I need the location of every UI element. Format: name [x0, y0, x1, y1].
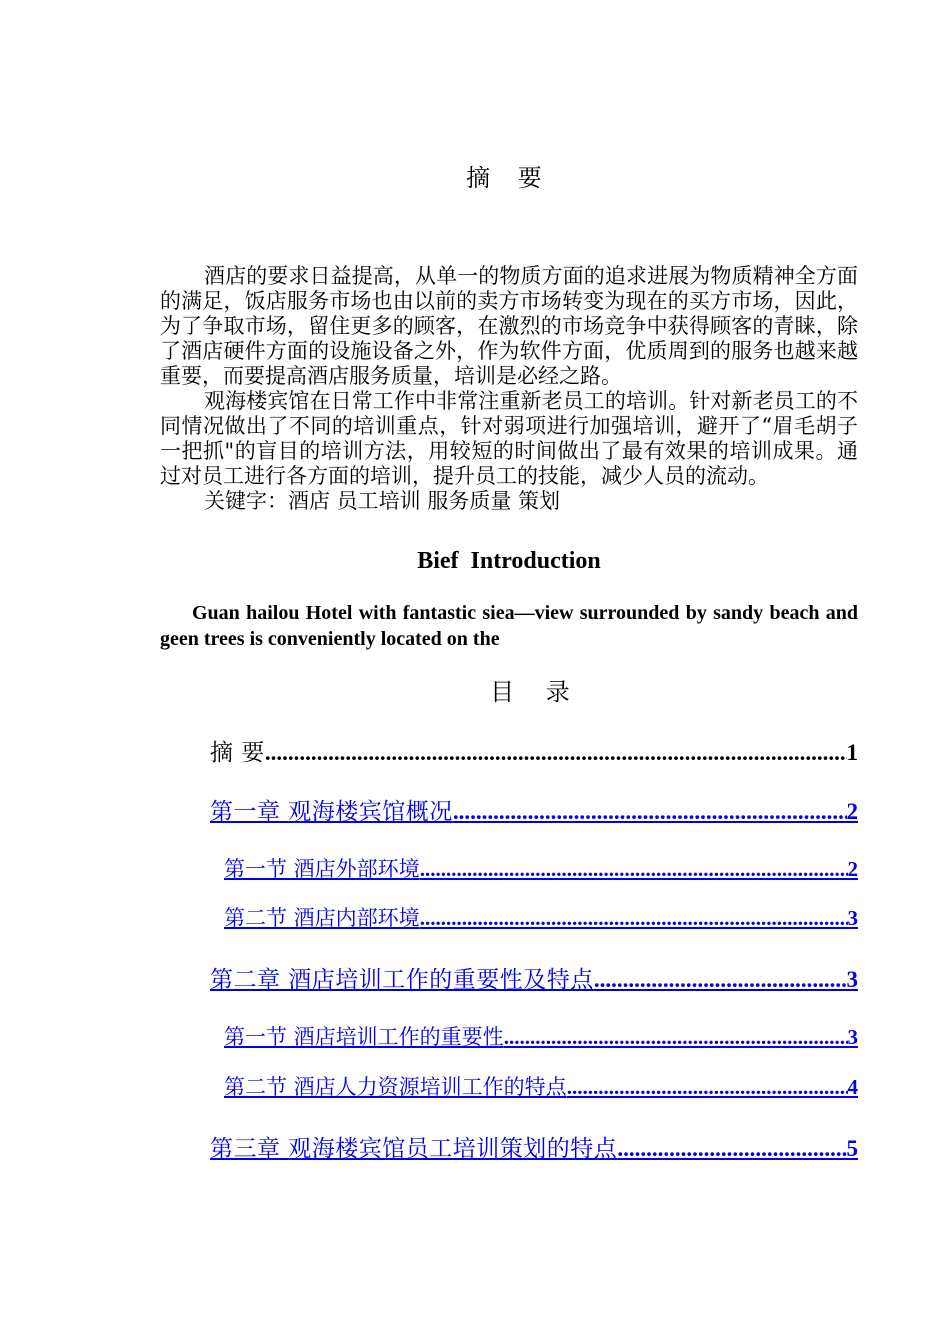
toc-entry-label: 第二章 酒店培训工作的重要性及特点	[210, 967, 594, 993]
toc-entry-label: 摘 要	[210, 740, 265, 766]
toc-entry-chapter-1[interactable]	[210, 793, 858, 826]
toc-entry-page: 5	[846, 1136, 858, 1161]
toc-leader-dots	[594, 967, 847, 993]
toc-entry-abstract[interactable]	[210, 734, 858, 767]
toc-entry-label: 第一章 观海楼宾馆概况	[210, 799, 453, 825]
toc-entry-page: 3	[847, 1025, 858, 1049]
abstract-title: 摘 要	[466, 164, 552, 192]
toc-leader-dots	[453, 799, 847, 825]
abstract-paragraph-2: 观海楼宾馆在日常工作中非常注重新老员工的培训。针对新老员工的不同情况做出了不同的培训重点，针对弱项进行加强培训，避开了“眉毛胡子一把抓"的盲目的培训方法，用较短的时间做出了最有效果的培训成果。通过对员工进行各方面的培训，提升员工的技能，减少人员的流动。	[160, 389, 858, 488]
toc-leader-dots	[265, 740, 847, 766]
toc-entry-page: 4	[847, 1075, 858, 1099]
toc-entry-section-1-1[interactable]	[224, 853, 858, 883]
toc-leader-dots	[420, 857, 848, 882]
toc-entry-label: 第二节 酒店内部环境	[224, 906, 420, 930]
toc-entry-page: 2	[846, 799, 858, 824]
abstract-paragraph-1: 酒店的要求日益提高，从单一的物质方面的追求进展为物质精神全方面的满足，饭店服务市场也由以前的卖方市场转变为现在的买方市场，因此，为了争取市场，留住更多的顾客，在激烈的市场竞争中获得顾客的青睐，除了酒店硬件方面的设施设备之外，作为软件方面，优质周到的服务也越来越重要，而要提高酒店服务质量，培训是必经之路。	[160, 264, 858, 388]
toc-leader-dots	[504, 1025, 848, 1050]
toc-entry-page: 2	[847, 857, 858, 881]
toc-entry-label: 第一节 酒店外部环境	[224, 857, 420, 881]
toc-entry-chapter-2[interactable]	[210, 961, 858, 994]
toc-entry-section-1-2[interactable]	[224, 902, 858, 932]
toc-entry-section-2-2[interactable]	[224, 1071, 858, 1101]
toc-title: 目 录	[490, 678, 582, 706]
toc-entry-page: 3	[846, 967, 858, 992]
toc-leader-dots	[420, 906, 848, 931]
toc-entry-chapter-3[interactable]	[210, 1130, 858, 1163]
english-body: Guan hailou Hotel with fantastic siea—view surrounded by sandy beach and geen trees is conveniently located on the	[160, 602, 858, 650]
toc-entry-label: 第二节 酒店人力资源培训工作的特点	[224, 1075, 567, 1099]
toc-entry-page: 3	[847, 906, 858, 930]
abstract-body	[160, 264, 858, 514]
toc-entry-section-2-1[interactable]	[224, 1021, 858, 1051]
toc-entry-label: 第一节 酒店培训工作的重要性	[224, 1025, 504, 1049]
keywords-line: 关键字：酒店 员工培训 服务质量 策划	[204, 489, 561, 513]
toc-leader-dots	[617, 1136, 846, 1162]
toc-entry-page: 1	[846, 740, 858, 765]
toc-leader-dots	[567, 1075, 848, 1100]
toc-entry-label: 第三章 观海楼宾馆员工培训策划的特点	[210, 1136, 618, 1162]
english-title: Bief Introduction	[417, 548, 601, 574]
